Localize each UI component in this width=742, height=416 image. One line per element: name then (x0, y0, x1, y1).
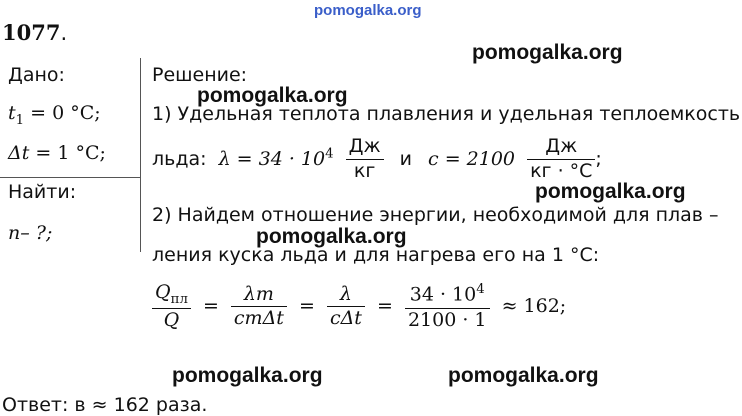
given-header: Дано: (8, 64, 65, 86)
solution-step2-line1: 2) Найдем отношение энергии, необходимой для плав – (152, 204, 719, 226)
fraction-numeric: $\frac{34 \cdot 10^4}{2100 \cdot 1}$ (405, 282, 490, 331)
solution-step1-line1: 1) Удельная теплота плавления и удельная теплоемкость (152, 103, 741, 125)
unit-fraction-c: $\frac{Дж}{кг \cdot ^\circ C}$ (527, 136, 595, 183)
given-t1: $t_1 = 0$ °C; (8, 102, 101, 128)
watermark-bottom-left: pomogalka.org (172, 364, 323, 387)
watermark-bottom-right: pomogalka.org (448, 364, 599, 387)
watermark-right-mid: pomogalka.org (535, 180, 686, 203)
watermark-center-mid: pomogalka.org (256, 225, 407, 248)
fraction-lambda-c: $\frac{\lambda}{\text{cΔt}}$ (327, 284, 365, 331)
solution-step1-line2: льда: $\lambda = 34 \cdot 10^4$ $\frac{Дж}{кг}$ и c = 2100 $\frac{Дж}{кг \cdot ^\circ C}$ ; (152, 135, 602, 182)
solution-step2-line2: ления куска льда и для нагрева его на 1 °C: (152, 244, 600, 266)
solution-header: Решение: (152, 64, 248, 86)
given-divider-vertical (140, 58, 141, 252)
find-expression: n– ?; (8, 222, 53, 244)
watermark-top: pomogalka.org (314, 2, 422, 19)
unit-fraction-lambda: $\frac{Дж}{кг}$ (346, 136, 384, 183)
fraction-lambda-m: $\frac{\lambda m}{\text{cmΔt}}$ (231, 284, 287, 331)
problem-number: 1077. (2, 20, 68, 45)
watermark-right-top: pomogalka.org (472, 41, 623, 64)
watermark-center: pomogalka.org (197, 84, 348, 107)
answer: Ответ: в ≈ 162 раза. (2, 394, 208, 416)
given-divider-horizontal (0, 177, 140, 178)
find-header: Найти: (8, 181, 77, 203)
given-delta-t: Δt = 1 °C; (8, 142, 106, 164)
fraction-q-ratio: $\frac{Q_{пл}}{Q}$ (152, 282, 191, 332)
solution-formula: $\frac{Q_{пл}}{Q}$ = $\frac{\lambda m}{\text{cmΔt}}$ = $\frac{\lambda}{\text{cΔt}}$ = $\frac{34 \cdot 10^4}{2100 \cdot 1}$ ≈ 162; (152, 282, 566, 332)
